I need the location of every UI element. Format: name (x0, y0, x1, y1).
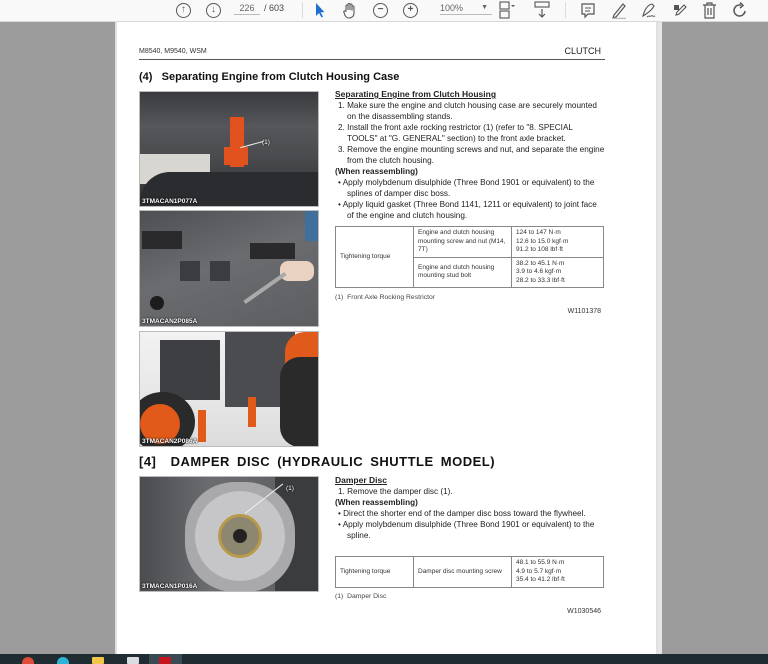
torque-item: Engine and clutch housing mounting stud bolt (414, 257, 512, 288)
page-header-right: CLUTCH (564, 46, 601, 56)
highlight-button[interactable] (610, 0, 627, 20)
select-tool-button[interactable] (314, 0, 326, 20)
edge-icon[interactable] (57, 657, 69, 664)
bullet-1: • Direct the shorter end of the damper disc boss toward the flywheel. (338, 509, 586, 518)
step-2: 2. Install the front axle rocking restrictor (1) (refer to "8. SPECIAL TOOLS" at "G. GENERAL" section) to the front axle bracket. (338, 123, 573, 143)
callout-label: (1) (262, 139, 270, 146)
torque-lbfft: 91.2 to 108 lbf·ft (516, 246, 563, 253)
section-title: [4] DAMPER DISC (HYDRAULIC SHUTTLE MODEL) (139, 454, 496, 469)
scroll-mode-icon (534, 1, 550, 19)
scroll-mode-button[interactable] (534, 0, 550, 20)
page-number-input[interactable]: 226 (234, 1, 260, 15)
left-gutter (0, 22, 111, 654)
rotate-button[interactable] (732, 0, 748, 20)
subheading: Damper Disc (335, 475, 387, 485)
photo-caption: 3TMACAN2P086A (142, 438, 198, 445)
reassembling-label: (When reassembling) (335, 167, 418, 176)
torque-values (512, 227, 604, 258)
pdf-page (115, 22, 658, 654)
reference-code: W1101378 (567, 308, 601, 315)
comment-icon (580, 2, 596, 19)
zoom-level-select[interactable] (440, 1, 492, 15)
zoom-out-icon: − (373, 3, 388, 18)
section2-body (335, 475, 605, 541)
signature-icon (640, 2, 657, 19)
sign-button[interactable] (640, 0, 657, 20)
figure-note: (1) Damper Disc (335, 593, 387, 600)
section-title: (4) Separating Engine from Clutch Housing Case (139, 71, 400, 83)
delete-button[interactable] (702, 0, 717, 20)
torque-values (512, 557, 604, 588)
torque-nm: 48.1 to 55.9 N·m (516, 559, 565, 566)
cursor-arrow-icon (314, 2, 326, 18)
torque-kgfm: 4.9 to 5.7 kgf·m (516, 567, 562, 575)
page-edge (658, 22, 662, 654)
bullet-2: • Apply molybdenum disulphide (Three Bond 1901 or equivalent) to the spline. (338, 520, 595, 540)
toolbar-divider (302, 2, 303, 18)
photo-caption: 3TMACAN2P085A (142, 318, 198, 325)
fill-sign-icon (671, 2, 688, 19)
acrobat-icon[interactable] (159, 657, 171, 664)
prev-page-button[interactable] (176, 0, 191, 20)
photo-screws (139, 210, 319, 327)
hand-tool-button[interactable] (342, 0, 358, 20)
photo-caption: 3TMACAN1P077A (142, 198, 198, 205)
next-page-button[interactable] (206, 0, 221, 20)
toolbar-divider (565, 2, 566, 18)
figure-note: (1) Front Axle Rocking Restrictor (335, 294, 436, 301)
hand-icon (342, 2, 358, 19)
zoom-in-icon: + (403, 3, 418, 18)
bullet-2: • Apply liquid gasket (Three Bond 1141, 1211 or equivalent) to joint face of the engine and clutch housing. (338, 200, 597, 220)
step-1: 1. Remove the damper disc (1). (338, 487, 453, 496)
fill-sign-button[interactable] (671, 0, 688, 20)
zoom-level-value: 100% (440, 3, 464, 13)
step-3: 3. Remove the engine mounting screws and nut, and separate the engine from the clutch housing. (338, 145, 605, 165)
rotate-icon (732, 2, 748, 19)
header-rule (139, 59, 605, 60)
torque-kgfm: 12.6 to 15.0 kgf·m (516, 237, 569, 245)
reference-code: W1030546 (567, 608, 601, 615)
pdf-toolbar (0, 0, 768, 22)
page-total: / 603 (264, 3, 285, 13)
arrow-up-icon: ↑ (176, 3, 191, 18)
photo-stands (139, 331, 319, 447)
arrow-down-icon: ↓ (206, 3, 221, 18)
fit-page-icon (498, 1, 516, 19)
photo-caption: 3TMACAN1P016A (142, 583, 198, 590)
torque-item: Engine and clutch housing mounting screw and nut (M14, 7T) (414, 227, 512, 258)
torque-values (512, 257, 604, 288)
section1-body (335, 89, 605, 221)
comment-button[interactable] (580, 0, 596, 20)
torque-nm: 124 to 147 N·m (516, 229, 561, 236)
fit-page-button[interactable] (498, 0, 516, 20)
notepad-icon[interactable] (127, 657, 139, 664)
zoom-out-button[interactable] (373, 0, 388, 20)
torque-item: Damper disc mounting screw (414, 557, 512, 588)
photo-restrictor (139, 91, 319, 207)
reassembling-label: (When reassembling) (335, 498, 418, 507)
torque-table (335, 226, 604, 288)
right-gutter (662, 22, 768, 654)
torque-lbfft: 28.2 to 33.3 lbf·ft (516, 276, 565, 284)
taskbar (0, 654, 768, 664)
bullet-1: • Apply molybdenum disulphide (Three Bond 1901 or equivalent) to the splines of damper disc boss. (338, 178, 595, 198)
page-header-left: M8540, M9540, WSM (139, 48, 207, 55)
chevron-down-icon: ▼ (481, 4, 488, 11)
photo-damper-disc (139, 476, 319, 592)
file-explorer-icon[interactable] (92, 657, 104, 664)
zoom-in-button[interactable] (403, 0, 418, 20)
chrome-icon[interactable] (22, 657, 34, 664)
callout-label: (1) (286, 485, 294, 492)
torque-label: Tightening torque (336, 227, 414, 288)
torque-lbfft: 35.4 to 41.2 lbf·ft (516, 576, 565, 583)
torque-label: Tightening torque (336, 557, 414, 588)
pen-icon (610, 2, 627, 19)
step-1: 1. Make sure the engine and clutch housing case are securely mounted on the disassembling stands. (338, 101, 597, 121)
torque-nm: 38.2 to 45.1 N·m (516, 259, 565, 267)
torque-kgfm: 3.9 to 4.6 kgf·m (516, 268, 562, 275)
subheading: Separating Engine from Clutch Housing (335, 89, 497, 99)
torque-table (335, 556, 604, 588)
trash-icon (702, 2, 717, 19)
